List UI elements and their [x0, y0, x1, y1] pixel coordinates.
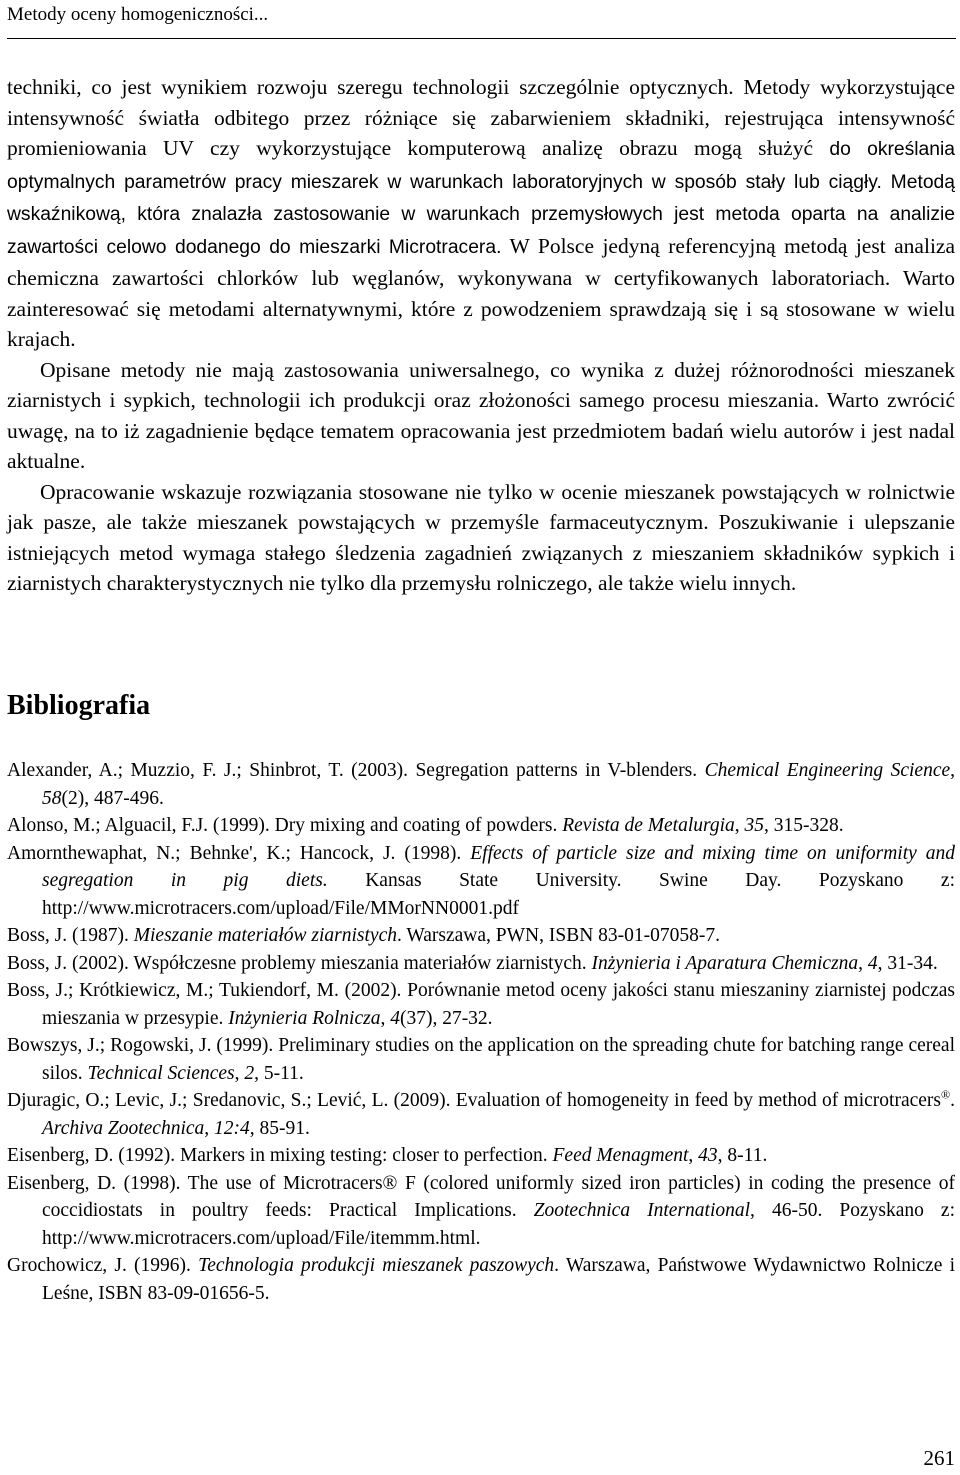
entry-italic: Feed Menagment	[552, 1145, 689, 1166]
entry-text: Eisenberg, D. (1998). The use of Microtracers® F (colored uniformly sized iron particles) in coding the presence of coccidiostats in poultry feeds: Practical Implications.	[7, 1172, 955, 1221]
entry-italic: Inżynieria Rolnicza	[228, 1007, 381, 1029]
entry-text: .	[950, 1090, 955, 1111]
entry-text: Boss, J.; Krótkiewicz, M.; Tukiendorf, M. (2002). Porównanie metod oceny jakości stanu mieszaniny ziarnistej podczas mieszania w przesypie.	[7, 980, 955, 1029]
bibliography-entry	[7, 1087, 955, 1142]
running-header-title: Metody oceny homogeniczności...	[7, 4, 269, 25]
entry-superscript: ®	[941, 1087, 951, 1102]
entry-text: , 31-34.	[877, 952, 938, 974]
paragraph-2: Opisane metody nie mają zastosowania uniwersalnego, co wynika z dużej różnorodności mieszanek ziarnistych i sypkich, technologii ich produkcji oraz złożoności samego procesu mieszania. Warto zwrócić uwagę, na to iż zagadnienie będące tematem opracowania jest przedmiotem badań wielu autorów i jest nadal aktualne.	[7, 357, 955, 473]
entry-text: . Warszawa, PWN, ISBN 83-01-07058-7.	[397, 925, 721, 946]
entry-text: ,	[950, 760, 956, 781]
entry-text: ,	[204, 1117, 215, 1139]
body-text	[7, 72, 955, 599]
entry-italic: 35	[744, 815, 765, 836]
paragraph-1-part-b: do określania optymalnych parametrów pracy mieszarek w warunkach laboratoryjnych w sposób stały lub ciągły. Metodą wskaźnikową, która znalazła zastosowanie w warunkach przemysłowych jest metoda oparta na analizie zawartości celowo dodanego do mieszarki Microtracera.	[7, 139, 955, 258]
entry-text: Alexander, A.; Muzzio, F. J.; Shinbrot, T. (2003). Segregation patterns in V-blenders.	[7, 760, 705, 781]
entry-italic: 2	[244, 1062, 255, 1084]
paragraph-1-part-a: techniki, co jest wynikiem rozwoju szeregu technologii szczególnie optycznych. Metody wykorzystujące intensywność światła odbitego przez różniące się zabarwieniem składniki, rejestrująca intensywność promieniowania UV czy wykorzystujące komputerową analizę obrazu mogą służyć	[7, 75, 955, 160]
entry-text: ,	[734, 815, 745, 836]
entry-text: , 46-50. Pozyskano z: http://www.microtracers.com/upload/File/itemmm.html.	[42, 1200, 956, 1249]
entry-italic: 58	[42, 787, 62, 809]
entry-text: , 315-328.	[764, 815, 844, 836]
bibliography-entry	[7, 1252, 955, 1307]
entry-text: Eisenberg, D. (1992). Markers in mixing testing: closer to perfection.	[7, 1145, 553, 1166]
bibliography-entry	[7, 1170, 955, 1253]
entry-italic: 4	[390, 1007, 400, 1029]
bibliography-list	[7, 757, 955, 1307]
entry-text: Kansas State University. Swine Day. Pozyskano z: http://www.microtracers.com/upload/File/MMorNN0001.pdf	[42, 870, 955, 919]
entry-text: Boss, J. (2002). Współczesne problemy mieszania materiałów ziarnistych.	[7, 952, 592, 974]
entry-text: ,	[858, 952, 868, 974]
page-number: 261	[923, 1446, 955, 1470]
entry-text: (2), 487-496.	[61, 787, 164, 809]
entry-italic: Zootechnica International	[533, 1200, 751, 1221]
entry-text: , 5-11.	[254, 1062, 304, 1084]
entry-text: , 8-11.	[717, 1145, 768, 1166]
entry-italic: Revista de Metalurgia	[562, 815, 735, 836]
entry-italic: Technologia produkcji mieszanek paszowych	[198, 1255, 555, 1276]
bibliography-heading: Bibliografia	[7, 690, 151, 721]
bibliography-entry	[7, 757, 955, 812]
entry-italic: Inżynieria i Aparatura Chemiczna	[591, 952, 859, 974]
entry-text: , 85-91.	[249, 1117, 310, 1139]
entry-text: Boss, J. (1987).	[7, 925, 134, 946]
entry-italic: Technical Sciences	[87, 1062, 235, 1084]
paragraph-1	[7, 72, 955, 355]
entry-text: . Warszawa, Państwowe Wydawnictwo Rolnicze i Leśne, ISBN 83-09-01656-5.	[42, 1255, 955, 1304]
bibliography-entry	[7, 1142, 955, 1170]
entry-italic: 43	[698, 1145, 718, 1166]
entry-text: ,	[380, 1007, 391, 1029]
bibliography-entry	[7, 812, 955, 840]
bibliography-entry	[7, 1032, 955, 1087]
running-header	[7, 2, 956, 39]
entry-text: Alonso, M.; Alguacil, F.J. (1999). Dry mixing and coating of powders.	[7, 815, 563, 836]
entry-text: Grochowicz, J. (1996).	[7, 1255, 199, 1276]
entry-text: ,	[234, 1062, 245, 1084]
entry-italic: Chemical Engineering Science	[704, 760, 951, 781]
entry-text: Amornthewaphat, N.; Behnke', K.; Hancock, J. (1998).	[7, 842, 471, 864]
entry-text: (37), 27-32.	[399, 1007, 493, 1029]
entry-italic: Archiva Zootechnica	[42, 1117, 205, 1139]
entry-italic: 12:4	[214, 1117, 250, 1139]
bibliography-entry	[7, 840, 955, 923]
entry-text: Bowszys, J.; Rogowski, J. (1999). Preliminary studies on the application on the spreading chute for batching range cereal silos.	[7, 1035, 955, 1084]
bibliography-entry	[7, 922, 955, 950]
entry-italic: Mieszanie materiałów ziarnistych	[133, 925, 397, 946]
paragraph-1-part-c: W Polsce jedyną referencyjną metodą jest analiza chemiczna zawartości chlorków lub węglanów, wykonywana w certyfikowanych laboratoriach. Warto zainteresować się metodami alternatywnymi, które z powodzeniem sprawdzają się i są stosowane w wielu krajach.	[7, 233, 955, 351]
entry-text: ,	[688, 1145, 699, 1166]
entry-text: Djuragic, O.; Levic, J.; Sredanovic, S.; Lević, L. (2009). Evaluation of homogeneity in feed by method of microtracers	[7, 1090, 941, 1111]
entry-italic: Effects of particle size and mixing time on uniformity and segregation in pig diets.	[42, 842, 955, 891]
bibliography-entry	[7, 977, 955, 1032]
bibliography-entry	[7, 950, 955, 978]
entry-italic: 4	[867, 952, 878, 974]
paragraph-3: Opracowanie wskazuje rozwiązania stosowane nie tylko w ocenie mieszanek powstających w rolnictwie jak pasze, ale także mieszanek powstających w przemyśle farmaceutycznym. Poszukiwanie i ulepszanie istniejących metod wymaga stałego śledzenia zagadnień związanych z mieszaniem składników sypkich i ziarnistych charakterystycznych nie tylko dla przemysłu rolniczego, ale także wielu innych.	[7, 479, 955, 595]
